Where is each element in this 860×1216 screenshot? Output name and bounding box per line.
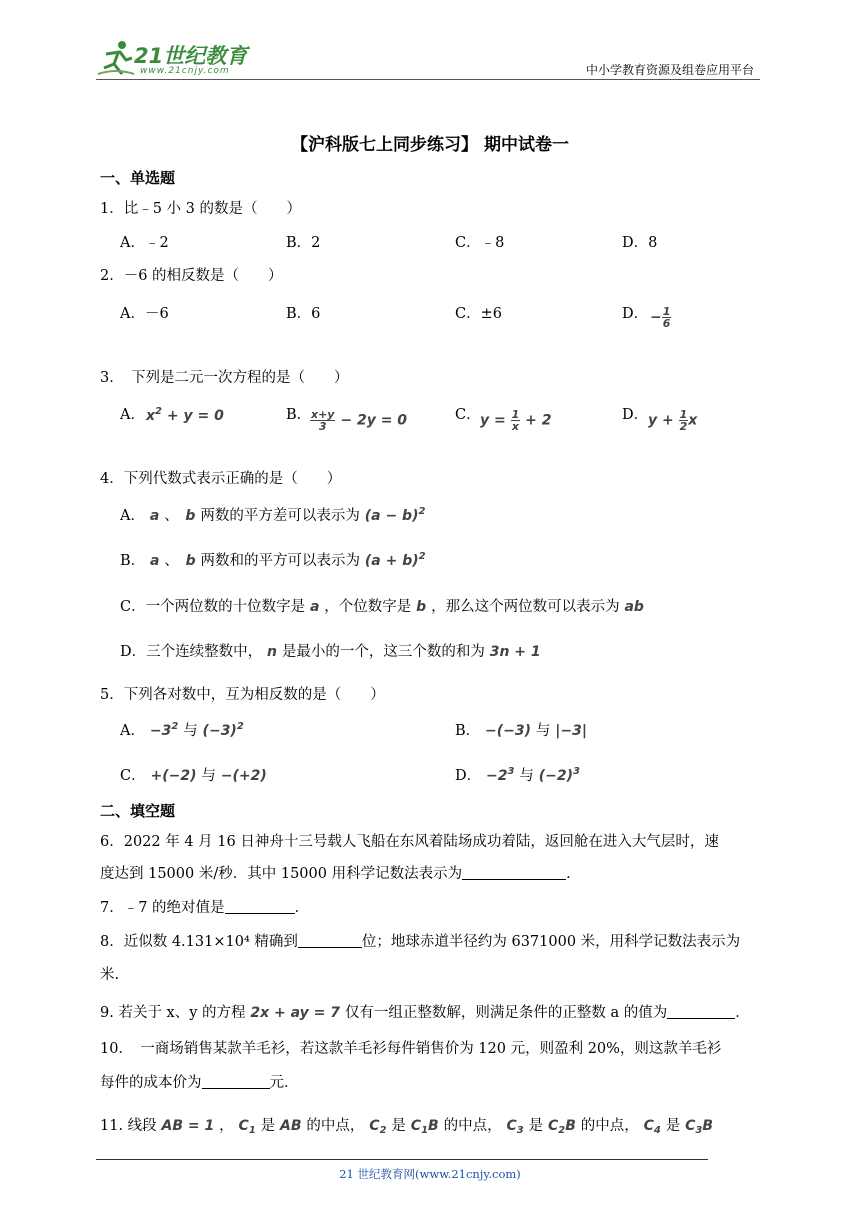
q1-stem: 1．比﹣5 小 3 的数是（ ） [100,201,302,217]
q10-blank [202,1074,270,1089]
q1-option-c: C．﹣8 [455,235,505,251]
q4-option-c: C．一个两位数的十位数字是 a ，个位数字是 b ，那么这个两位数可以表示为 ab [120,599,644,615]
q2-option-b: B．6 [286,306,321,322]
q3-option-a: A． [120,407,145,423]
q3-option-d: D． [622,407,649,423]
q3-stem: 3． 下列是二元一次方程的是（ ） [100,370,349,386]
q5-option-d: D． $-2^3$ 与 $(-2)^3$ [455,766,580,784]
footer-link[interactable]: 21 世纪教育网(www.21cnjy.com) [339,1167,521,1181]
q4-option-a: A． a 、 b 两数的平方差可以表示为 $(a - b)^2$ [120,506,426,524]
q7-blank [225,899,295,914]
q3-c-math: y = $\frac{1}{x}$ + 2 [480,408,552,433]
q5-option-a: A． $-3^2$ 与 $(-3)^2$ [120,721,244,739]
q4-stem: 4．下列代数式表示正确的是（ ） [100,471,342,487]
page-title: 【沪科版七上同步练习】 期中试卷一 [291,135,569,155]
q8-line1: 8．近似数 4.131×10⁴ 精确到 位；地球赤道半径约为 6371000 米，用科学记数法表示为 [100,934,741,950]
header-divider [96,79,760,80]
q4-option-d: D．三个连续整数中， n 是最小的一个，这三个数的和为 3n + 1 [120,644,541,660]
logo-text: 21世纪教育 [134,44,248,68]
logo-url: www.21cnjy.com [140,66,230,76]
q2-option-c: C．±6 [455,306,502,322]
q5-stem: 5．下列各对数中，互为相反数的是（ ） [100,687,385,703]
q10-line2: 每件的成本价为 元． [100,1075,299,1091]
runner-icon [96,38,136,78]
q2-option-a: A．－6 [120,306,169,322]
q2-stem: 2．－6 的相反数是（ ） [100,268,283,284]
q11: 11. 线段 AB = 1 ， $C_1$ 是 AB 的中点， $C_2$ 是 $C_1B$ 的中点， $C_3$ 是 $C_2B$ 的中点， $C_4$ 是 $C_3B$ [100,1118,714,1136]
q5-option-b: B． −(−3) 与 |−3| [455,723,587,739]
q1-option-b: B．2 [286,235,321,251]
q1-option-a: A．﹣2 [120,235,169,251]
q6-line1: 6．2022 年 4 月 16 日神舟十三号载人飞船在东风着陆场成功着陆，返回舱在进入大气层时，速 [100,834,719,850]
q9-blank [667,1004,735,1019]
q9: 9. 若关于 x、y 的方程 2x + ay = 7 仅有一组正整数解，则满足条件的正整数 a 的值为 ． [100,1005,750,1021]
q7: 7．﹣7 的绝对值是 ． [100,900,310,916]
platform-name: 中小学教育资源及组卷应用平台 [585,63,754,77]
q2-option-d: D． [622,306,649,322]
q3-b-math: $\frac{x+y}{3}$ − 2y = 0 [311,408,408,433]
q8-blank1 [298,933,362,948]
site-logo [96,38,256,80]
section-fill-blank: 二、填空题 [100,802,176,820]
q6-blank [462,865,566,880]
q10-line1: 10． 一商场销售某款羊毛衫，若这款羊毛衫每件销售价为 120 元，则盈利 20%，则这款羊毛衫 [100,1041,722,1057]
section-single-choice: 一、单选题 [100,169,176,187]
q3-option-c: C． [455,407,481,423]
q2-d-math: − $\frac{1}{6}$ [650,305,671,330]
q5-option-c: C． +(−2) 与 −(+2) [120,768,267,784]
q3-option-b: B． [286,407,312,423]
q3-a-math: $x^2 + y = 0$ [146,406,224,424]
q3-d-math: y + $\frac{1}{2}$ x [648,408,698,433]
q4-option-b: B． a 、 b 两数和的平方可以表示为 $(a + b)^2$ [120,551,426,569]
q6-line2: 度达到 15000 米/秒．其中 15000 用科学记数法表示为 ． [100,866,581,882]
q1-option-d: D．8 [622,235,658,251]
q8-line2: 米. [100,967,120,983]
footer-divider [96,1159,708,1160]
